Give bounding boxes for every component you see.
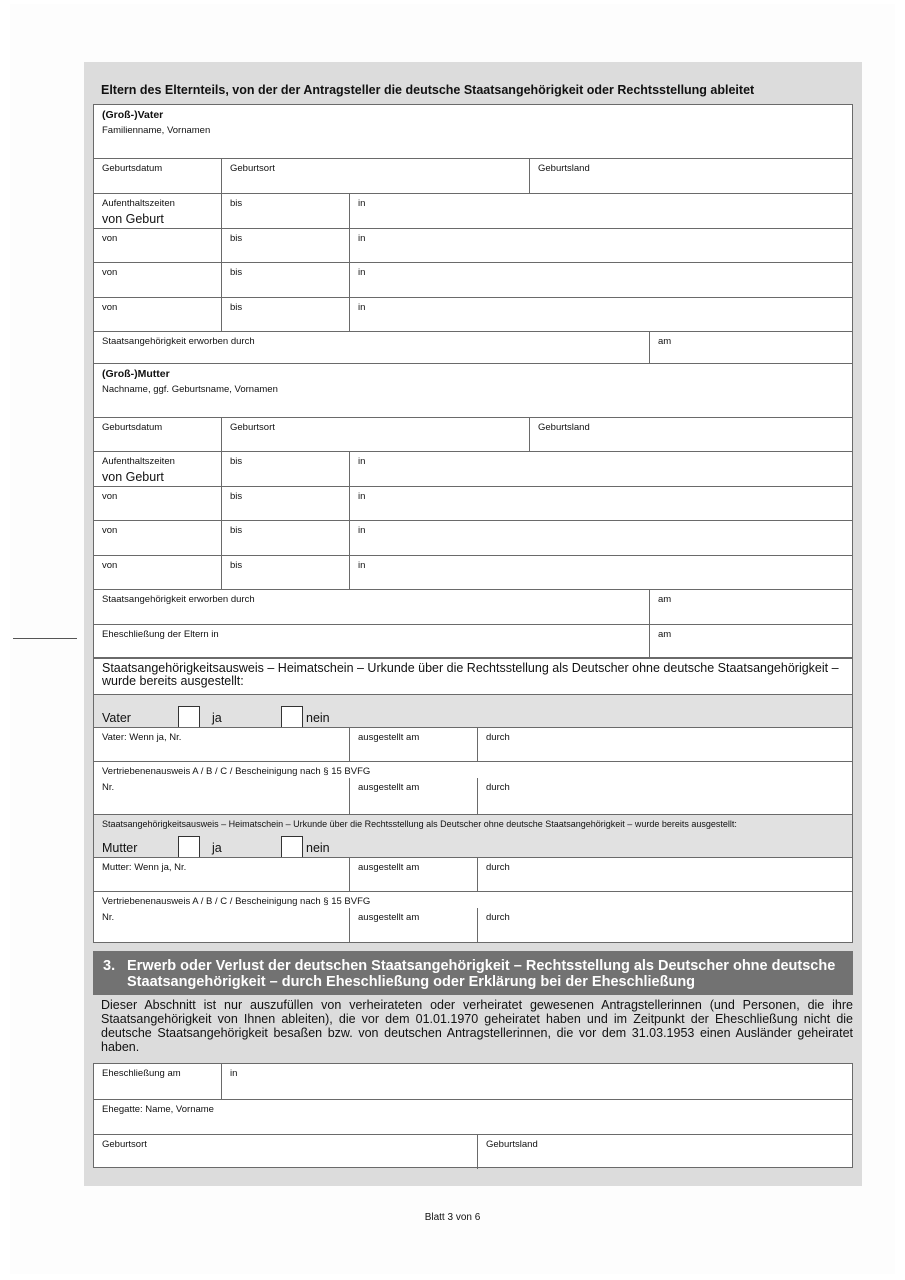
section-3-number: 3. [103, 958, 116, 974]
page-number: Blatt 3 von 6 [424, 1212, 481, 1223]
father-until-field[interactable]: bis [221, 229, 349, 262]
mother-expellee-nr-field[interactable]: Nr. [102, 912, 115, 923]
father-from-field[interactable]: von [102, 302, 118, 313]
section-heading: Eltern des Elternteils, von der der Antragsteller die deutsche Staatsangehörigkeit oder Rechtsstellung ableitet [101, 83, 755, 97]
mother-expellee-row [94, 891, 852, 943]
father-expellee-nr-field[interactable]: Nr. [102, 782, 115, 793]
mother-certificate-nr-field[interactable]: Mutter: Wenn ja, Nr. [102, 862, 187, 873]
parents-marriage-row [94, 624, 852, 658]
father-yes-label: ja [212, 711, 222, 725]
father-residence-from-field[interactable]: Aufenthaltszeiten von Geburt [102, 198, 175, 226]
father-residence-value: von Geburt [102, 212, 164, 226]
father-expellee-issued-field[interactable]: ausgestellt am [349, 778, 477, 814]
father-name-label: Familienname, Vornamen [102, 125, 211, 136]
certificate-block [93, 658, 853, 943]
mother-block [93, 364, 853, 658]
mother-in-field[interactable]: in [349, 556, 852, 589]
parents-marriage-place-field[interactable]: Eheschließung der Eltern in [102, 629, 219, 640]
mother-citizenship-field[interactable]: Staatsangehörigkeit erworben durch [102, 594, 255, 605]
mother-residence-from-field[interactable]: Aufenthaltszeiten von Geburt [102, 456, 175, 484]
margin-mark [13, 638, 77, 639]
mother-expellee-issued-field[interactable]: ausgestellt am [349, 908, 477, 943]
mother-in-field[interactable]: in [349, 487, 852, 520]
father-from-field[interactable]: von [102, 267, 118, 278]
father-in-field[interactable]: in [349, 298, 852, 331]
father-birth-date-field[interactable]: Geburtsdatum [102, 163, 163, 174]
father-citizenship-date-field[interactable]: am [649, 332, 852, 365]
father-residence-until-field[interactable]: bis [221, 194, 349, 228]
father-choice-label: Vater [102, 711, 131, 725]
mother-until-field[interactable]: bis [221, 487, 349, 520]
father-certificate-nr-row [94, 727, 852, 761]
father-birth-row [94, 158, 852, 193]
father-expellee-label: Vertriebenenausweis A / B / C / Bescheinigung nach § 15 BVFG [102, 766, 371, 777]
certificate-heading: Staatsangehörigkeitsausweis – Heimatschein – Urkunde über die Rechtsstellung als Deutscher ohne deutsche Staatsangehörigkeit – wurde bereits ausgestellt: [102, 661, 839, 688]
mother-birth-place-field[interactable]: Geburtsort [221, 418, 529, 451]
mother-in-field[interactable]: in [349, 452, 852, 486]
father-citizenship-field[interactable]: Staatsangehörigkeit erworben durch [102, 336, 255, 347]
section-3-title: Erwerb oder Verlust der deutschen Staatsangehörigkeit – Rechtsstellung als Deutscher ohne deutsche Staatsangehörigkeit – durch Eheschließung oder Erklärung bei der Eheschließung [127, 958, 836, 990]
mother-no-checkbox[interactable] [281, 836, 303, 858]
mother-yes-checkbox[interactable] [178, 836, 200, 858]
mother-from-field[interactable]: von [102, 560, 118, 571]
father-block [93, 104, 853, 364]
section-3-fields [93, 1063, 853, 1168]
section-3-header [93, 951, 853, 995]
mother-until-field[interactable]: bis [221, 452, 349, 486]
mother-birth-date-field[interactable]: Geburtsdatum [102, 422, 163, 433]
mother-birth-row [94, 417, 852, 451]
marriage-place-field[interactable]: in [221, 1064, 852, 1099]
father-residence-row-1 [94, 193, 852, 228]
certificate-heading-row [94, 659, 852, 694]
father-certificate-nr-field[interactable]: Vater: Wenn ja, Nr. [102, 732, 182, 743]
mother-until-field[interactable]: bis [221, 556, 349, 589]
mother-citizenship-row [94, 589, 852, 624]
spouse-birth-place-field[interactable]: Geburtsort [102, 1139, 147, 1150]
mother-from-field[interactable]: von [102, 525, 118, 536]
father-until-field[interactable]: bis [221, 298, 349, 331]
father-residence-row-4 [94, 297, 852, 331]
section-3-instructions: Dieser Abschnitt ist nur auszufüllen von verheirateten oder verheiratet gewesenen Antragstellerinnen (und Personen, die ihre Staatsangehörigkeit von Ihnen ableiten), die vor dem 01.01.1970 geheiratet haben und im Zeitpunkt der Eheschließung nicht die deutsche Staatsangehörigkeit besaßen bzw. von deutschen Antragstellerinnen, die vor dem 31.03.1953 einen Ausländer geheiratet haben. [101, 998, 853, 1054]
father-birth-country-field[interactable]: Geburtsland [529, 159, 852, 193]
spouse-row [94, 1099, 852, 1134]
mother-title: (Groß-)Mutter [102, 368, 170, 380]
mother-residence-row-3 [94, 520, 852, 555]
spouse-birth-row [94, 1134, 852, 1169]
mother-residence-row-2 [94, 486, 852, 520]
parents-marriage-date-field[interactable]: am [649, 625, 852, 658]
mother-until-field[interactable]: bis [221, 521, 349, 555]
mother-yes-label: ja [212, 841, 222, 855]
mother-no-label: nein [306, 841, 330, 855]
father-birth-place-field[interactable]: Geburtsort [221, 159, 529, 193]
father-yes-checkbox[interactable] [178, 706, 200, 728]
mother-citizenship-date-field[interactable]: am [649, 590, 852, 624]
father-in-field[interactable]: in [349, 229, 852, 262]
mother-from-field[interactable]: von [102, 491, 118, 502]
father-residence-in-field[interactable]: in [349, 194, 852, 228]
father-expellee-by-field[interactable]: durch [477, 778, 852, 814]
marriage-row [94, 1064, 852, 1099]
father-until-field[interactable]: bis [221, 263, 349, 297]
father-expellee-row [94, 761, 852, 814]
mother-choice-label: Mutter [102, 841, 138, 855]
mother-residence-row-4 [94, 555, 852, 589]
father-citizenship-row [94, 331, 852, 365]
father-title: (Groß-)Vater [102, 109, 164, 121]
father-from-field[interactable]: von [102, 233, 118, 244]
mother-residence-value: von Geburt [102, 470, 164, 484]
mother-expellee-by-field[interactable]: durch [477, 908, 852, 943]
father-name-row[interactable] [94, 105, 852, 158]
mother-expellee-label: Vertriebenenausweis A / B / C / Bescheinigung nach § 15 BVFG [102, 896, 371, 907]
father-certificate-issued-field[interactable]: ausgestellt am [349, 728, 477, 761]
spouse-name-field[interactable]: Ehegatte: Name, Vorname [102, 1104, 214, 1115]
certificate-heading-small: Staatsangehörigkeitsausweis – Heimatschein – Urkunde über die Rechtsstellung als Deutscher ohne deutsche Staatsangehörigkeit – wurde bereits ausgestellt: [102, 819, 737, 829]
father-residence-row-2 [94, 228, 852, 262]
mother-certificate-issued-field[interactable]: ausgestellt am [349, 858, 477, 891]
marriage-date-field[interactable]: Eheschließung am [102, 1068, 181, 1079]
father-no-label: nein [306, 711, 330, 725]
father-no-checkbox[interactable] [281, 706, 303, 728]
mother-certificate-choice-row [94, 814, 852, 857]
mother-certificate-nr-row [94, 857, 852, 891]
mother-name-row[interactable] [94, 364, 852, 417]
mother-in-field[interactable]: in [349, 521, 852, 555]
mother-birth-country-field[interactable]: Geburtsland [529, 418, 852, 451]
mother-residence-row-1 [94, 451, 852, 486]
spouse-birth-country-field[interactable]: Geburtsland [477, 1135, 852, 1169]
father-residence-row-3 [94, 262, 852, 297]
mother-name-label: Nachname, ggf. Geburtsname, Vornamen [102, 384, 278, 395]
father-certificate-choice-row [94, 694, 852, 727]
mother-certificate-by-field[interactable]: durch [477, 858, 852, 891]
father-in-field[interactable]: in [349, 263, 852, 297]
father-certificate-by-field[interactable]: durch [477, 728, 852, 761]
